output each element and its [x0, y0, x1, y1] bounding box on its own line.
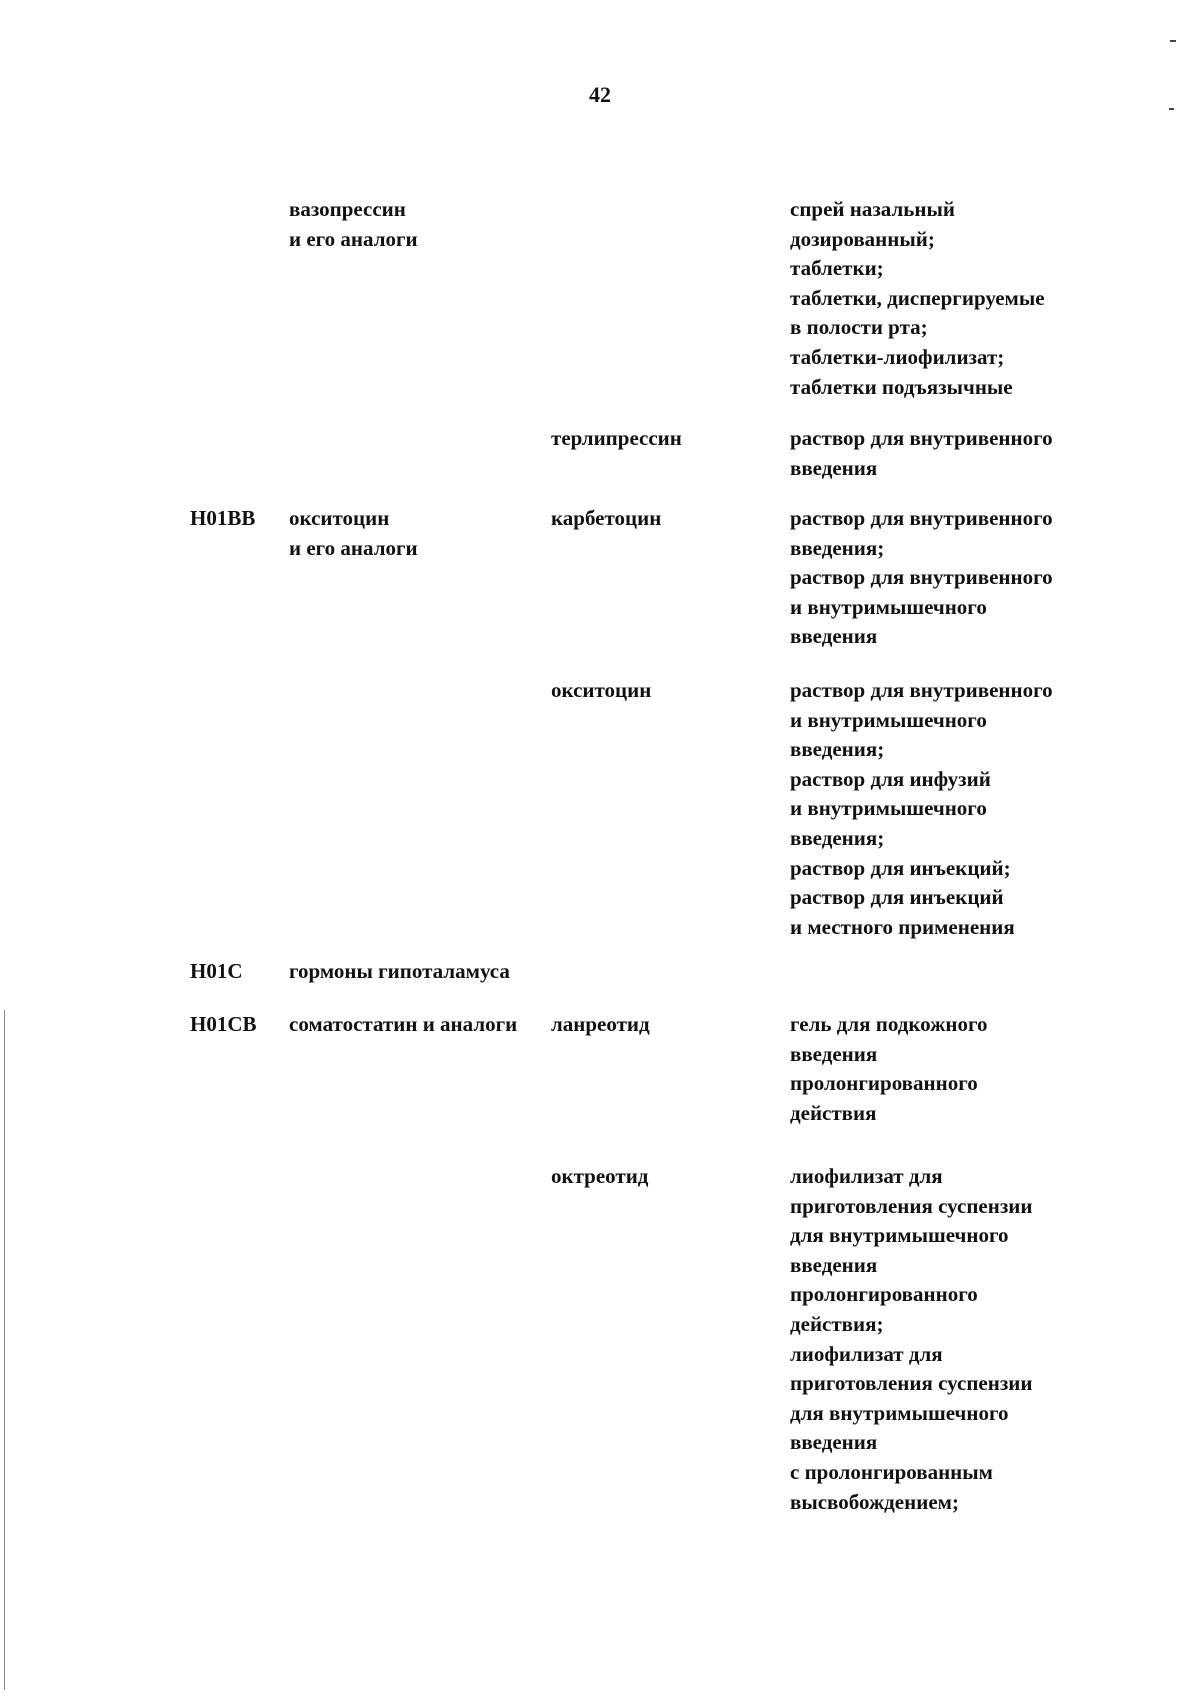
group-name-cell — [289, 957, 510, 987]
dosage-forms-line: действия — [790, 1100, 877, 1125]
dosage-forms-line: высвобождением; — [790, 1489, 959, 1514]
drug-name-line: окситоцин — [551, 678, 652, 702]
dosage-forms-line: раствор для внутривенного — [790, 678, 1053, 702]
drug-name-cell — [551, 676, 651, 706]
drug-name-cell — [551, 504, 661, 534]
dosage-forms-cell — [790, 1162, 1090, 1517]
group-name-line: и его аналоги — [289, 226, 418, 251]
group-name-line: окситоцин — [289, 506, 390, 530]
dosage-forms-line: действия; — [790, 1311, 884, 1336]
atc-code-cell — [190, 957, 243, 987]
dosage-forms-line: гель для подкожного — [790, 1012, 988, 1036]
group-name-cell — [289, 504, 418, 563]
dosage-forms-line: с пролонгированным — [790, 1459, 993, 1484]
dosage-forms-line: введения — [790, 1430, 878, 1455]
dosage-forms-line: таблетки-лиофилизат; — [790, 344, 1005, 369]
dosage-forms-line: раствор для внутривенного — [790, 565, 1053, 590]
atc-code-cell — [190, 504, 255, 534]
dosage-forms-line: и местного применения — [790, 914, 1015, 939]
dosage-forms-line: пролонгированного — [790, 1071, 978, 1096]
atc-code-line: H01BB — [190, 506, 256, 530]
dosage-forms-line: лиофилизат для — [790, 1164, 943, 1188]
group-name-line: соматостатин и аналоги — [289, 1012, 518, 1036]
dosage-forms-line: приготовления суспензии — [790, 1193, 1033, 1218]
drug-name-cell — [551, 1162, 648, 1192]
dosage-forms-line: и внутримышечного — [790, 796, 987, 821]
dosage-forms-line: таблетки подъязычные — [790, 374, 1013, 399]
dosage-forms-line: лиофилизат для — [790, 1341, 943, 1366]
dosage-forms-line: раствор для инфузий — [790, 766, 991, 791]
drug-name-cell — [551, 1010, 650, 1040]
group-name-cell — [289, 1010, 517, 1040]
dosage-forms-line: раствор для инъекций — [790, 885, 1004, 910]
group-name-line: вазопрессин — [289, 197, 406, 221]
dosage-forms-line: для внутримышечного — [790, 1223, 1009, 1248]
page-number: 42 — [589, 82, 611, 107]
dosage-forms-line: и внутримышечного — [790, 707, 987, 732]
dosage-forms-line: введения — [790, 455, 878, 480]
margin-mark — [1169, 108, 1174, 110]
dosage-forms-cell — [790, 195, 1090, 402]
drug-name-cell — [551, 424, 682, 454]
dosage-forms-line: таблетки; — [790, 256, 884, 281]
dosage-forms-line: раствор для инъекций; — [790, 855, 1011, 880]
dosage-forms-line: раствор для внутривенного — [790, 426, 1053, 450]
atc-code-cell — [190, 1010, 257, 1040]
dosage-forms-line: введения — [790, 1041, 878, 1066]
dosage-forms-line: введения; — [790, 535, 885, 560]
dosage-forms-cell — [790, 504, 1090, 652]
margin-mark — [4, 1010, 5, 1690]
drug-name-line: ланреотид — [551, 1012, 650, 1036]
dosage-forms-line: в полости рта; — [790, 315, 928, 340]
dosage-forms-line: дозированный; — [790, 226, 935, 251]
dosage-forms-cell — [790, 676, 1090, 942]
dosage-forms-line: введения — [790, 1252, 878, 1277]
dosage-forms-line: введения — [790, 624, 878, 649]
dosage-forms-line: пролонгированного — [790, 1282, 978, 1307]
dosage-forms-line: введения; — [790, 825, 885, 850]
dosage-forms-line: и внутримышечного — [790, 594, 987, 619]
margin-mark — [1170, 40, 1176, 42]
group-name-line: гормоны гипоталамуса — [289, 959, 510, 983]
group-name-line: и его аналоги — [289, 535, 418, 560]
dosage-forms-line: для внутримышечного — [790, 1400, 1009, 1425]
dosage-forms-line: приготовления суспензии — [790, 1371, 1033, 1396]
drug-name-line: терлипрессин — [551, 426, 682, 450]
dosage-forms-cell — [790, 424, 1090, 483]
atc-code-line: H01C — [190, 959, 243, 983]
dosage-forms-line: таблетки, диспергируемые — [790, 285, 1045, 310]
drug-name-line: карбетоцин — [551, 506, 662, 530]
dosage-forms-cell — [790, 1010, 1090, 1128]
dosage-forms-line: раствор для внутривенного — [790, 506, 1053, 530]
atc-code-line: H01CB — [190, 1012, 257, 1036]
drug-name-line: октреотид — [551, 1164, 649, 1188]
dosage-forms-line: спрей назальный — [790, 197, 955, 221]
dosage-forms-line: введения; — [790, 737, 885, 762]
group-name-cell — [289, 195, 418, 254]
